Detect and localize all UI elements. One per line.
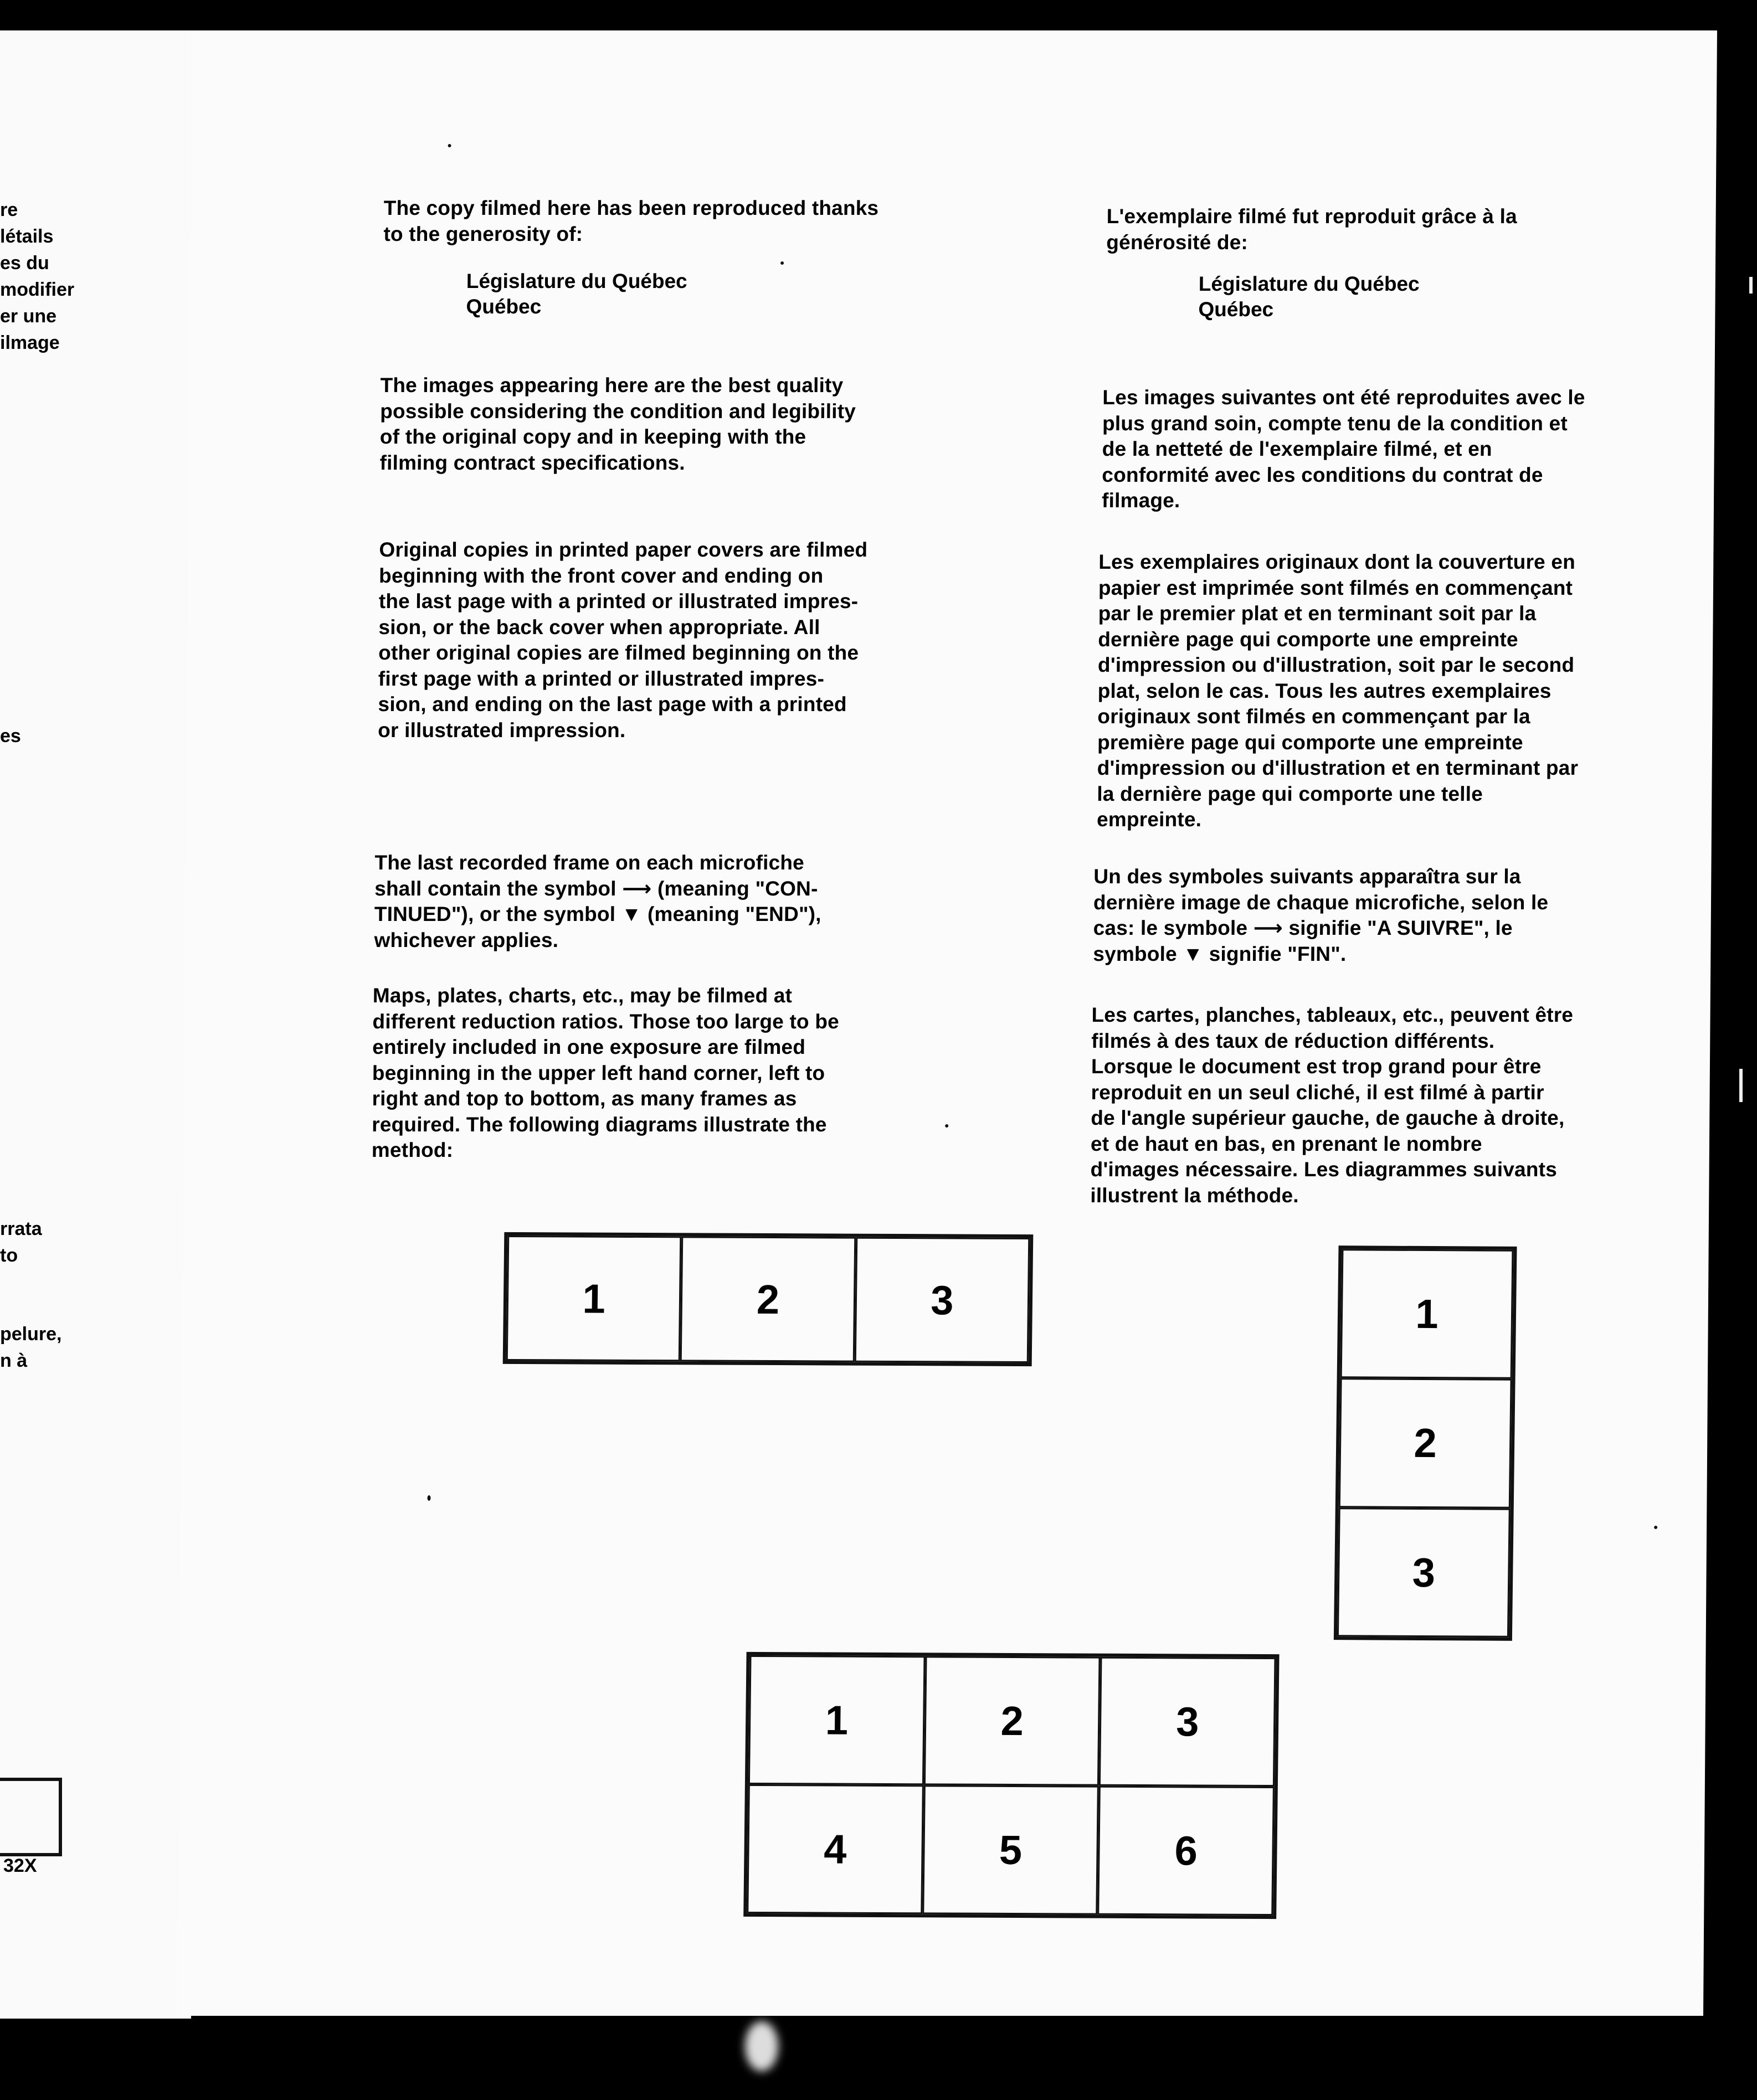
text-fragment: es du xyxy=(0,253,49,274)
dust-speck xyxy=(945,1124,948,1128)
frame-cell: 5 xyxy=(922,1785,1099,1914)
frame-cell: 2 xyxy=(1339,1378,1512,1509)
frame-cell: 3 xyxy=(1099,1657,1276,1787)
en-covers-paragraph: Original copies in printed paper covers are filmed beginning with the front cover and ending on the last page with a printed or illustrated impres- sion, or the back cover when appropriate. All other original copies are filmed beginning on the first page with a printed or illustrated impres- sion, and ending on the last page with a printed or illustrated impression. xyxy=(378,538,868,742)
text-fragment: n à xyxy=(0,1350,28,1371)
en-maps-paragraph: Maps, plates, charts, etc., may be filmed at different reduction ratios. Those too large to be entirely included in one exposure are filmed beginning in the upper left hand corner, left to right and top to bottom, as many frames as required. The following diagrams illustrate the method: xyxy=(371,984,840,1161)
diagram-horizontal-frames xyxy=(503,1232,1034,1366)
text-fragment: ilmage xyxy=(0,332,60,353)
en-thanks-paragraph: The copy filmed here has been reproduced thanks to the generosity of: xyxy=(383,197,879,245)
diagram-vertical-frames xyxy=(1334,1245,1517,1641)
text-fragment: es xyxy=(0,725,21,747)
frame-cell: 1 xyxy=(1340,1249,1514,1379)
frame-cell: 2 xyxy=(924,1656,1101,1785)
dust-speck xyxy=(427,1495,430,1501)
fr-covers-paragraph: Les exemplaires originaux dont la couverture en papier est imprimée sont filmés en commençant par le premier plat et en terminant soit par la dernière page qui comporte une empreinte d'impression ou d'illustration, soit par le second plat, selon le cas. Tous les autres exemplaires originaux sont filmés en commençant par la première page qui comporte une empreinte d'impression ou d'illustration et en terminant par la dernière page qui comporte une telle empreinte. xyxy=(1096,550,1579,831)
film-glare xyxy=(745,2021,778,2071)
notice-page xyxy=(177,30,1717,2016)
fr-quality-paragraph: Les images suivantes ont été reproduites avec le plus grand soin, compte tenu de la condition et de la netteté de l'exemplaire filmé, et en conformité avec les conditions du contrat de filmage. xyxy=(1101,386,1585,512)
ratio-box xyxy=(0,1778,62,1856)
film-scratch xyxy=(1749,277,1753,294)
fr-thanks-paragraph: L'exemplaire filmé fut reproduit grâce à la générosité de: xyxy=(1106,205,1517,254)
previous-page-edge xyxy=(0,30,191,2019)
frame-cell: 6 xyxy=(1098,1786,1275,1916)
frame-cell: 4 xyxy=(747,1784,923,1914)
en-symbol-paragraph: The last recorded frame on each microfiche shall contain the symbol ⟶ (meaning "CON- TINUED"), or the symbol ▼ (meaning "END"), whichever applies. xyxy=(374,851,821,951)
dust-speck xyxy=(1654,1526,1657,1529)
diagram-grid-frames xyxy=(743,1652,1279,1919)
film-scratch xyxy=(1739,1069,1743,1102)
en-quality-paragraph: The images appearing here are the best quality possible considering the condition and legibility of the original copy and in keeping with the filming contract specifications. xyxy=(379,374,856,474)
dust-speck xyxy=(448,144,451,147)
text-fragment: er une xyxy=(0,306,57,327)
frame-cell: 2 xyxy=(680,1236,856,1362)
text-fragment: re xyxy=(0,199,18,220)
en-institution: Législature du Québec Québec xyxy=(466,270,687,318)
text-fragment: pelure, xyxy=(0,1324,62,1345)
fr-maps-paragraph: Les cartes, planches, tableaux, etc., peuvent être filmés à des taux de réduction différents. Lorsque le document est trop grand pour être reproduit en un seul cliché, il est filmé à partir de l'angle supérieur gauche, de gauche à droite, et de haut en bas, en prenant le nombre d'images nécessaire. Les diagrammes suivants illustrent la méthode. xyxy=(1090,1003,1574,1207)
text-fragment: létails xyxy=(0,226,54,247)
frame-cell: 1 xyxy=(748,1655,925,1785)
frame-cell: 1 xyxy=(506,1236,682,1361)
text-fragment: rrata xyxy=(0,1218,42,1239)
fr-symbol-paragraph: Un des symboles suivants apparaîtra sur la dernière image de chaque microfiche, selon le cas: le symbole ⟶ signifie "A SUIVRE", le symbole ▼ signifie "FIN". xyxy=(1093,865,1549,965)
frame-cell: 3 xyxy=(1337,1507,1511,1638)
text-fragment: modifier xyxy=(0,279,75,300)
frame-cell: 3 xyxy=(854,1237,1030,1363)
text-fragment: to xyxy=(0,1245,18,1266)
ratio-label: 32X xyxy=(3,1855,37,1876)
dust-speck xyxy=(780,261,784,265)
fr-institution: Législature du Québec Québec xyxy=(1198,272,1420,321)
